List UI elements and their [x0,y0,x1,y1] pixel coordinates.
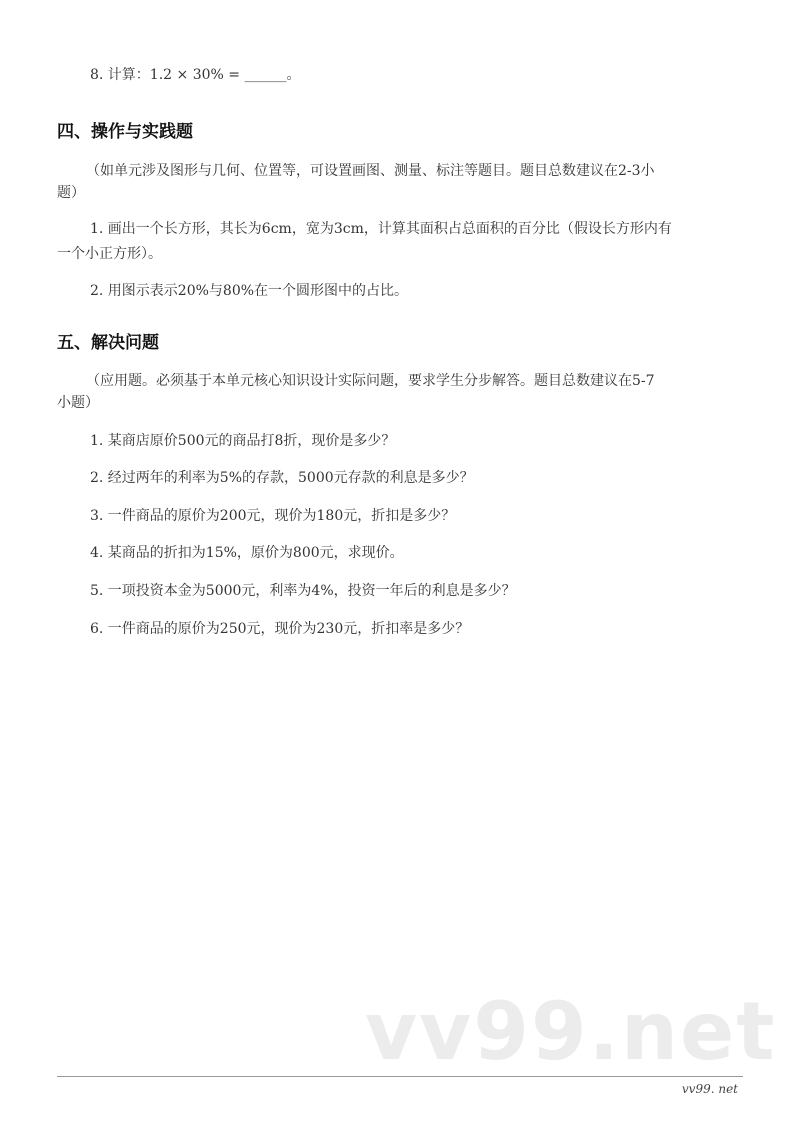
section-5-item-2: 2. 经过两年的利率为5%的存款，5000元存款的利息是多少？ [90,470,474,486]
footer-divider [57,1076,743,1077]
section-4-item-1-line2: 一个小正方形）。 [57,246,162,262]
section-5-item-4: 4. 某商品的折扣为15%，原价为800元，求现价。 [90,545,404,561]
footer-site-label: vv99. net [681,1082,738,1096]
section-5-item-3: 3. 一件商品的原价为200元，现价为180元，折扣是多少？ [90,508,456,524]
section-5-item-1: 1. 某商店原价500元的商品打8折，现价是多少？ [90,433,396,449]
section-4-heading: 四、操作与实践题 [57,122,193,142]
section-4-note-line2: 题） [57,185,85,201]
section-5-note-line1: （应用题。必须基于本单元核心知识设计实际问题，要求学生分步解答。题目总数建议在5-7 [86,373,655,389]
section-5-item-5: 5. 一项投资本金为5000元，利率为4%，投资一年后的利息是多少？ [90,583,516,599]
section-4-item-2: 2. 用图示表示20%与80%在一个圆形图中的占比。 [90,283,409,299]
section-4-note-line1: （如单元涉及图形与几何、位置等，可设置画图、测量、标注等题目。题目总数建议在2-3小 [86,163,655,179]
section-5-heading: 五、解决问题 [57,333,159,353]
question-8-text: 8. 计算：1.2 × 30% = ______。 [90,67,301,83]
section-5-item-6: 6. 一件商品的原价为250元，现价为230元，折扣率是多少？ [90,621,470,637]
section-4-item-1-line1: 1. 画出一个长方形，其长为6cm，宽为3cm，计算其面积占总面积的百分比（假设长方形内有 [90,221,672,237]
section-5-note-line2: 小题） [57,395,99,411]
watermark: vv99.net [365,985,777,1078]
